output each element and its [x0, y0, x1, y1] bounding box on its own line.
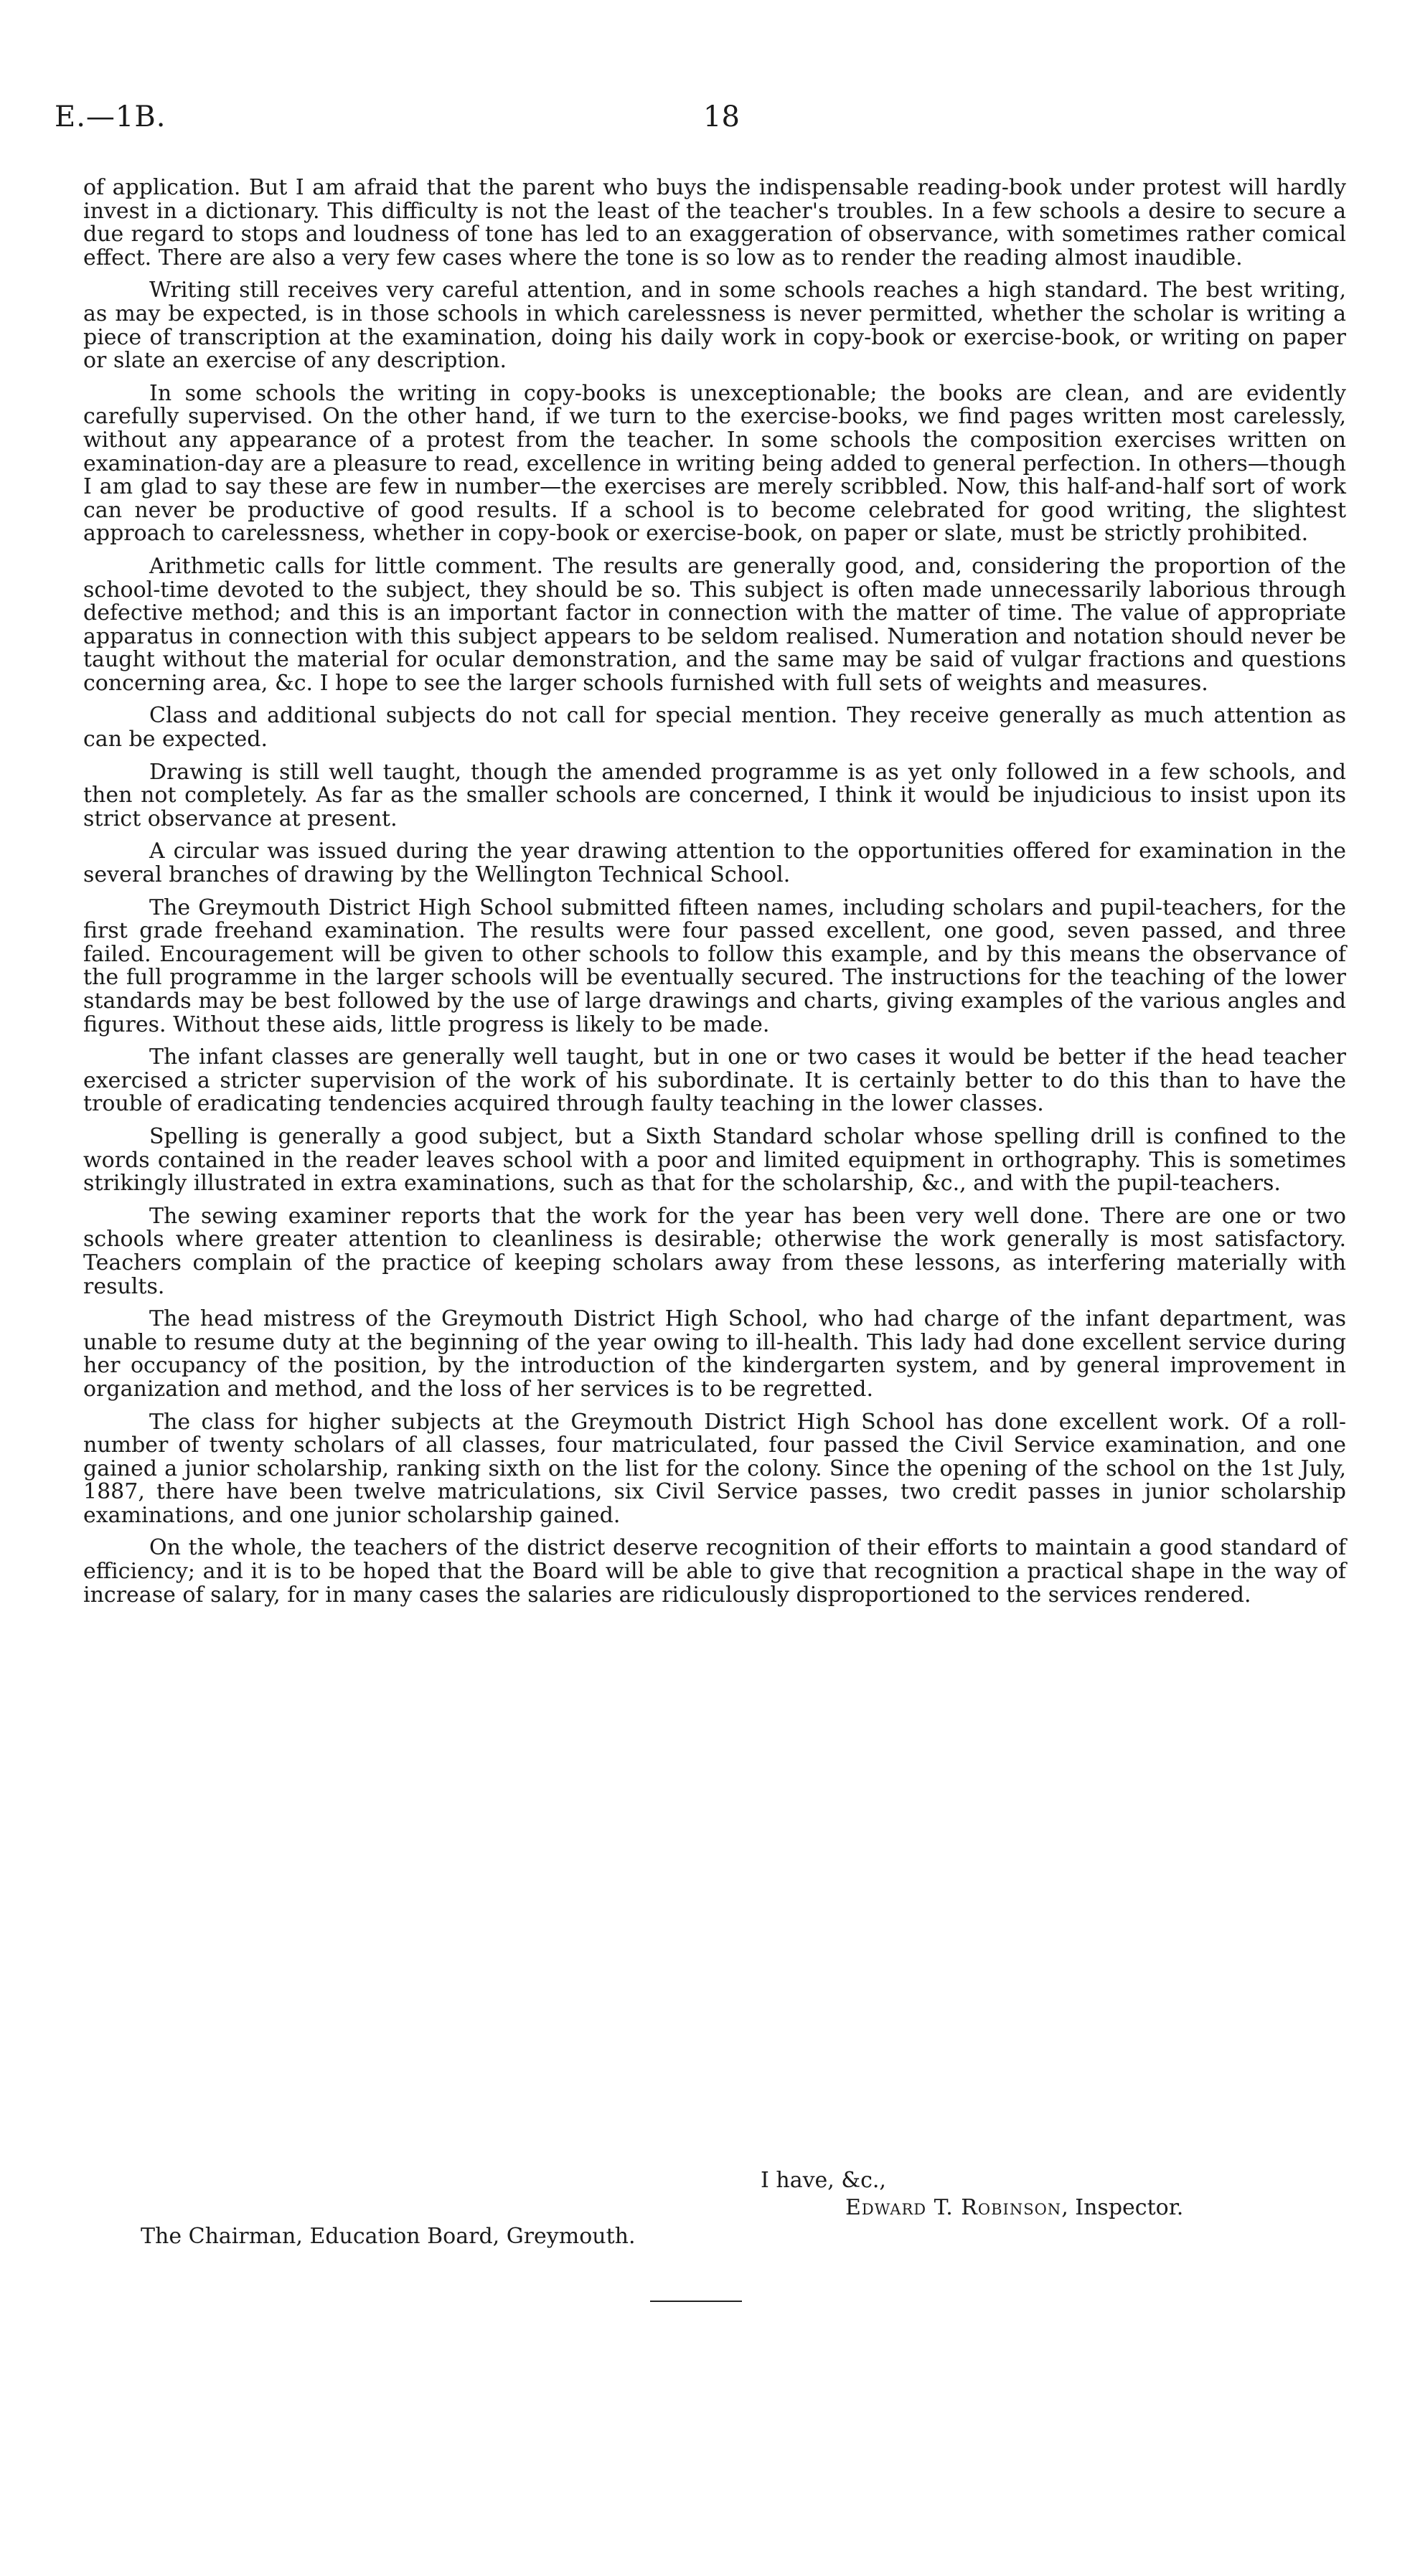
- paragraph-freehand-exam: The Greymouth District High School submitted fifteen names, including scholars and pupil-teachers, for the first grade freehand examination. The results were four passed excellent, one good, seven passed, and three failed. Encouragement will be given to other schools to follow this example, and by this means the observance of the full programme in the larger schools will be eventually secured. The instructions for the teaching of the lower standards may be best followed by the use of large drawings and charts, giving examples of the various angles and figures. Without these aids, little progress is likely to be made.: [83, 895, 1346, 1037]
- paragraph-higher-subjects: The class for higher subjects at the Greymouth District High School has done excellent work. Of a roll-number of twenty scholars of all classes, four matriculated, four passed the Civil Service examination, and one gained a junior scholarship, ranking sixth on the list for the colony. Since the opening of the school on the 1st July, 1887, there have been twelve matriculations, six Civil Service passes, two credit passes in junior scholarship examinations, and one junior scholarship gained.: [83, 1409, 1346, 1528]
- paragraph-conclusion: On the whole, the teachers of the district deserve recognition of their efforts to maintain a good standard of efficiency; and it is to be hoped that the Board will be able to give that recognition a practical shape in the way of increase of salary, for in many cases the salaries are ridiculously disproportioned to the services rendered.: [83, 1535, 1346, 1608]
- page-number: 18: [703, 100, 740, 133]
- paragraph-spelling: Spelling is generally a good subject, but a Sixth Standard scholar whose spelling drill is confined to the words contained in the reader leaves school with a poor and limited equipment in orthography. This is sometimes strikingly illustrated in extra examinations, such as that for the scholarship, &c., and with the pupil-teachers.: [83, 1123, 1346, 1197]
- paragraph-sewing: The sewing examiner reports that the work for the year has been very well done. There are one or two schools where greater attention to cleanliness is desirable; otherwise the work generally is most satisfactory. Teachers complain of the practice of keeping scholars away from these lessons, as interfering materially with results.: [83, 1203, 1346, 1299]
- addressee: The Chairman, Education Board, Greymouth.: [141, 2224, 636, 2249]
- paragraph-reading-continued: of application. But I am afraid that the parent who buys the indispensable reading-book under protest will hardly invest in a dictionary. This difficulty is not the least of the teacher's troubles. In a few schools a desire to secure a due regard to stops and loudness of tone has led to an exaggeration of observance, with sometimes rather comical effect. There are also a very few cases where the tone is so low as to render the reading almost inaudible.: [83, 175, 1346, 270]
- signature-title: , Inspector.: [1061, 2195, 1184, 2220]
- paragraph-head-mistress: The head mistress of the Greymouth District High School, who had charge of the infant department, was unable to resume duty at the beginning of the year owing to ill-health. This lady had done excellent service during her occupancy of the position, by the introduction of the kindergarten system, and by general improvement in organization and method, and the loss of her services is to be regretted.: [83, 1306, 1346, 1402]
- paragraph-writing: Writing still receives very careful attention, and in some schools reaches a high standard. The best writing, as may be expected, is in those schools in which carelessness is never permitted, whether the scholar is writing a piece of transcription at the examination, doing his daily work in copy-book or exercise-book, or writing on paper or slate an exercise of any description.: [83, 278, 1346, 374]
- report-body: [83, 176, 1346, 1616]
- paragraph-arithmetic: Arithmetic calls for little comment. The results are generally good, and, considering the proportion of the school-time devoted to the subject, they should be so. This subject is often made unnecessarily laborious through defective method; and this is an important factor in connection with the matter of time. The value of appropriate apparatus in connection with this subject appears to be seldom realised. Numeration and notation should never be taught without the material for ocular demonstration, and the same may be said of vulgar fractions and questions concerning area, &c. I hope to see the larger schools furnished with full sets of weights and measures.: [83, 553, 1346, 696]
- paragraph-copy-books: In some schools the writing in copy-books is unexceptionable; the books are clean, and are evidently carefully supervised. On the other hand, if we turn to the exercise-books, we find pages written most carelessly, without any appearance of a protest from the teacher. In some schools the composition exercises written on examination-day are a pleasure to read, excellence in writing being added to general perfection. In others—though I am glad to say these are few in number—the exercises are merely scribbled. Now, this half-and-half sort of work can never be productive of good results. If a school is to become celebrated for good writing, the slightest approach to carelessness, whether in copy-book or exercise-book, on paper or slate, must be strictly prohibited.: [83, 380, 1346, 547]
- end-divider: [650, 2301, 742, 2302]
- document-reference: E.—1B.: [55, 100, 166, 133]
- paragraph-infant-classes: The infant classes are generally well taught, but in one or two cases it would be better if the head teacher exercised a stricter supervision of the work of his subordinate. It is certainly better to do this than to have the trouble of eradicating tendencies acquired through faulty teaching in the lower classes.: [83, 1044, 1346, 1117]
- paragraph-class-subjects: Class and additional subjects do not call for special mention. They receive generally as much attention as can be expected.: [83, 703, 1346, 752]
- signature-name: Edward T. Robinson: [845, 2195, 1062, 2220]
- signoff: I have, &c.,: [761, 2168, 886, 2193]
- paragraph-circular: A circular was issued during the year drawing attention to the opportunities offered for examination in the several branches of drawing by the Wellington Technical School.: [83, 839, 1346, 888]
- signature-line: [845, 2195, 1183, 2220]
- paragraph-drawing: Drawing is still well taught, though the amended programme is as yet only followed in a few schools, and then not completely. As far as the smaller schools are concerned, I think it would be injudicious to insist upon its strict observance at present.: [83, 759, 1346, 831]
